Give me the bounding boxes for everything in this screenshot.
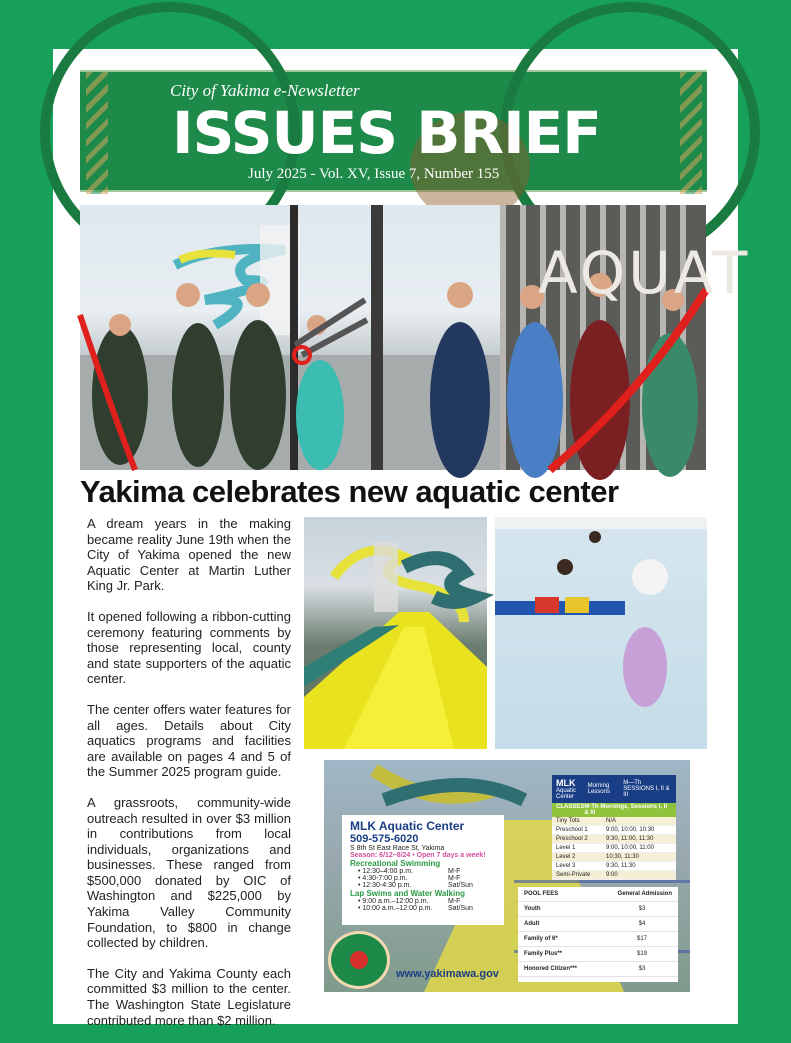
lesson-row: Level 1 9:00, 10:00, 11:00 bbox=[552, 844, 676, 853]
flyer-season: Season: 6/12–8/24 • Open 7 days a week! bbox=[350, 852, 486, 859]
lessons-rows bbox=[552, 817, 676, 880]
hours-row: • 9:00 a.m.–12:00 p.m. M-F bbox=[358, 898, 461, 905]
lessons-table bbox=[552, 775, 676, 877]
city-seal-logo bbox=[328, 931, 390, 989]
city-website-link[interactable]: www.yakimawa.gov bbox=[396, 968, 499, 980]
fee-row: Honored Citizen*** $3 bbox=[518, 962, 678, 977]
fee-row: Youth $3 bbox=[518, 902, 678, 917]
article-paragraph: The City and Yakima County each committed $3 million to the center. The Washington State Legislature contributed more than $2 million. bbox=[87, 965, 291, 1028]
masthead-subhead: City of Yakima e-Newsletter bbox=[170, 81, 360, 100]
mlk-hours-card bbox=[342, 815, 504, 925]
hours-row: • 12:30-4:30 p.m. Sat/Sun bbox=[358, 882, 473, 889]
splash-pool-photo bbox=[495, 517, 707, 749]
article-paragraph: A dream years in the making became reality June 19th when the City of Yakima opened the new Aquatic Center at Martin Luther King Jr. Park. bbox=[87, 516, 291, 594]
aquatic-sign-text: AQUAT bbox=[538, 239, 751, 307]
issue-line: July 2025 - Vol. XV, Issue 7, Number 155 bbox=[248, 166, 500, 182]
flyer-address: S 8th St East Race St, Yakima bbox=[350, 845, 445, 852]
hours-row: • 10:00 a.m.–12:00 p.m. Sat/Sun bbox=[358, 905, 473, 912]
apple-icon bbox=[350, 951, 368, 969]
fee-row: Family Plus** $19 bbox=[518, 947, 678, 962]
article-paragraph: A grassroots, community-wide outreach resulted in over $3 million in contributions from local individuals, organizations and businesses. These ranged from $500,000 donated by OIC of Washington and $225,000 by Yakima Valley Community Foundation, to $800 in change collected by children. bbox=[87, 794, 291, 951]
lap-swim-title: Lap Swims and Water Walking bbox=[350, 889, 465, 898]
hours-row: • 12:30–4:00 p.m. M-F bbox=[358, 868, 461, 875]
classes-header: CLASSES M-Th Mornings, Sessions I, II & III bbox=[552, 803, 676, 817]
lesson-row: Preschool 2 9:30, 11:00, 11:30 bbox=[552, 835, 676, 844]
rec-swim-title: Recreational Swimming bbox=[350, 859, 441, 868]
article-headline: Yakima celebrates new aquatic center bbox=[80, 474, 619, 509]
lesson-row: Level 2 10:30, 11:30 bbox=[552, 853, 676, 862]
fee-row: Adult $4 bbox=[518, 917, 678, 932]
ribbon-cutting-photo bbox=[80, 205, 751, 470]
lesson-row: Preschool 1 9:00, 10:00, 10:30 bbox=[552, 826, 676, 835]
article-body bbox=[87, 516, 291, 1043]
hours-row: • 4:30-7:00 p.m. M-F bbox=[358, 875, 461, 882]
fee-row: Family of 6* $17 bbox=[518, 932, 678, 947]
flyer-phone: 509-575-6020 bbox=[350, 833, 419, 845]
article-paragraph: The center offers water features for all ages. Details about City aquatics programs and facilities are available on pages 4 and 5 of the Summer 2025 program guide. bbox=[87, 701, 291, 780]
masthead-title: ISSUES BRIEF bbox=[172, 99, 601, 167]
lesson-row: Semi-Private 9:00 bbox=[552, 871, 676, 880]
pool-fees-table bbox=[518, 887, 678, 982]
fees-header: POOL FEES General Admission bbox=[518, 887, 678, 902]
lesson-row: Tiny Tots N/A bbox=[552, 817, 676, 826]
flyer-center-name: MLK Aquatic Center bbox=[350, 819, 465, 833]
water-slide-photo bbox=[304, 517, 487, 749]
lessons-header: MLK Aquatic Center Morning Lessons M—Th SESSIONS I, II & III bbox=[552, 775, 676, 803]
masthead-banner bbox=[80, 70, 707, 192]
article-paragraph: It opened following a ribbon-cutting ceremony featuring comments by those representing local, county and state supporters of the aquatic center. bbox=[87, 608, 291, 687]
lesson-row: Level 3 9:30, 11:30 bbox=[552, 862, 676, 871]
